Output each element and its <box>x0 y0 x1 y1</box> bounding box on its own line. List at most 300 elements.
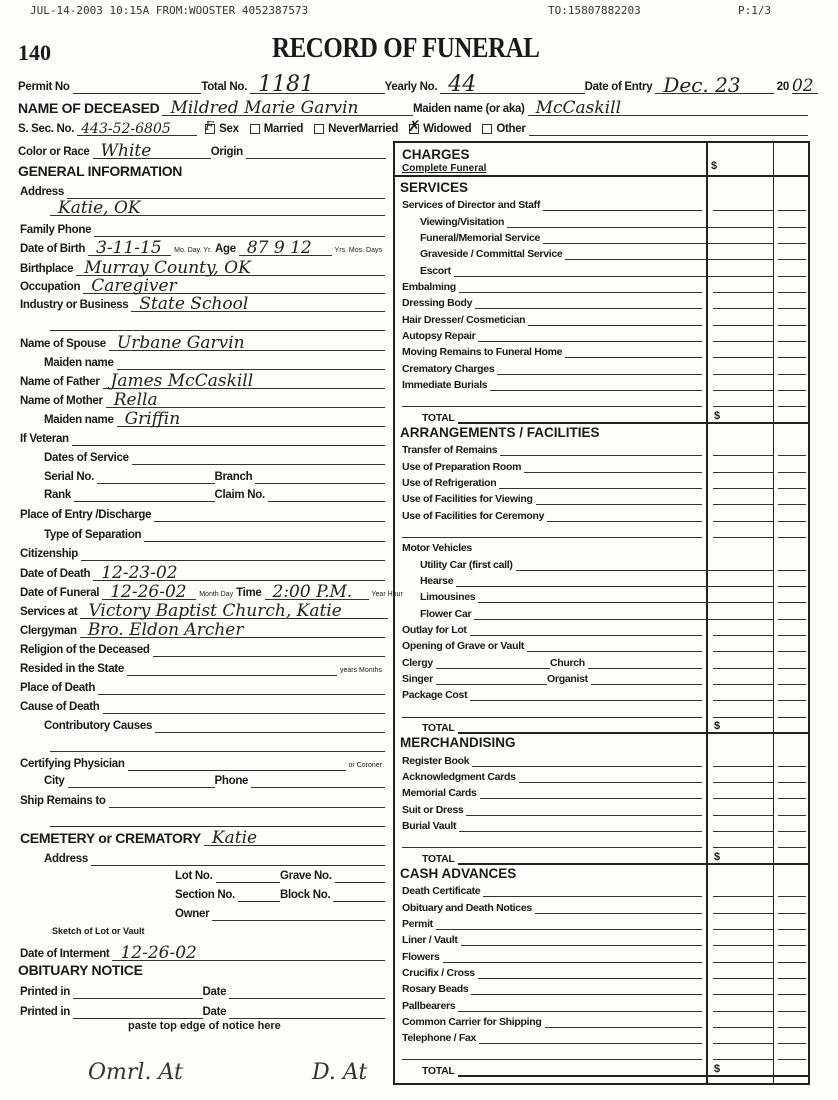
limousines-description-field[interactable] <box>478 590 720 603</box>
charge-row-escort <box>400 262 806 277</box>
charge-row-hair-dresser-cosmetician <box>400 311 806 326</box>
outlay-for-lot-cents-field[interactable] <box>778 623 806 636</box>
date-of-death-field[interactable] <box>93 564 385 581</box>
yearly-no-label: Yearly No. <box>384 81 438 93</box>
date-of-funeral-field[interactable] <box>102 583 196 600</box>
telephone-fax-amount-field[interactable] <box>713 1031 773 1044</box>
maiden-name-field[interactable] <box>528 99 808 116</box>
death-certificate-cents-field[interactable] <box>778 884 806 897</box>
flower-car-description-field[interactable] <box>474 607 720 620</box>
moving-remains-to-funeral-home-amount-field[interactable] <box>713 345 773 358</box>
sex-value: F <box>205 119 214 133</box>
rosary-beads-description-field[interactable] <box>471 982 702 995</box>
opening-of-grave-or-vault-description-field[interactable] <box>527 639 702 652</box>
opening-of-grave-or-vault-cents-field[interactable] <box>778 639 806 652</box>
acknowledgment-cards-cents-field[interactable] <box>778 770 806 783</box>
name-of-mother-value: Rella <box>113 390 158 410</box>
place-of-death-field[interactable] <box>98 678 385 695</box>
charge-row-embalming <box>400 278 806 293</box>
city-field[interactable] <box>68 771 215 788</box>
embalming-description-field[interactable] <box>459 280 702 293</box>
pallbearers-amount-field[interactable] <box>713 999 773 1012</box>
outlay-for-lot-amount-field[interactable] <box>713 623 773 636</box>
common-carrier-for-shipping-label: Common Carrier for Shipping <box>402 1015 542 1028</box>
package-cost-description-field[interactable] <box>470 688 702 701</box>
services-of-director-and-staff-description-field[interactable] <box>543 198 702 211</box>
hearse-amount-field[interactable] <box>713 574 773 587</box>
embalming-label: Embalming <box>402 280 456 293</box>
use-of-facilities-for-viewing-cents-field[interactable] <box>778 492 806 505</box>
immediate-burials-cents-field[interactable] <box>778 378 806 391</box>
charge-item <box>400 460 702 473</box>
use-of-refrigeration-cents-field[interactable] <box>778 476 806 489</box>
charge-item <box>400 574 720 587</box>
death-certificate-amount-field[interactable] <box>713 884 773 897</box>
field-industry-or-business <box>20 295 385 312</box>
printed-in-label: Printed in <box>20 986 71 998</box>
escort-description-field[interactable] <box>454 264 720 277</box>
type-of-separation-field[interactable] <box>144 525 385 542</box>
type-of-separation-label: Type of Separation <box>44 529 142 541</box>
memorial-cards-label: Memorial Cards <box>402 787 477 800</box>
singer-cents-field[interactable] <box>778 672 806 685</box>
singer-label: Singer <box>402 672 433 685</box>
blank-field[interactable] <box>50 199 385 216</box>
pallbearers-cents-field[interactable] <box>778 999 806 1012</box>
form-row-printed-in <box>20 1001 385 1019</box>
cause-of-death-field[interactable] <box>103 697 385 714</box>
family-phone-field[interactable] <box>94 220 385 237</box>
charge-item <box>400 590 720 603</box>
charge-row-crematory-charges <box>400 360 806 375</box>
field-lot-no <box>175 866 280 883</box>
charge-row-common-carrier-for-shipping <box>400 1013 806 1028</box>
obituary-and-death-notices-cents-field[interactable] <box>778 901 806 914</box>
clergyman-field[interactable] <box>80 621 385 638</box>
telephone-fax-description-field[interactable] <box>479 1031 702 1044</box>
hearse-cents-field[interactable] <box>778 574 806 587</box>
use-of-preparation-room-cents-field[interactable] <box>778 460 806 473</box>
suit-or-dress-amount-field[interactable] <box>713 803 773 816</box>
claim-no-field[interactable] <box>268 485 385 502</box>
branch-label: Branch <box>214 471 253 483</box>
charge-row-opening-of-grave-or-vault <box>400 637 806 652</box>
other-checkbox[interactable] <box>482 124 492 134</box>
transfer-of-remains-description-field[interactable] <box>500 443 702 456</box>
blank-cents-field[interactable] <box>778 705 806 718</box>
services-of-director-and-staff-amount-field[interactable] <box>713 198 773 211</box>
date-field[interactable] <box>229 1002 385 1019</box>
embalming-cents-field[interactable] <box>778 280 806 293</box>
occupation-field[interactable] <box>83 277 385 294</box>
rosary-beads-cents-field[interactable] <box>778 982 806 995</box>
rosary-beads-amount-field[interactable] <box>713 982 773 995</box>
autopsy-repair-amount-field[interactable] <box>713 329 773 342</box>
maiden-name-value: Griffin <box>124 409 181 429</box>
church-field[interactable] <box>588 656 702 669</box>
viewing-visitation-description-field[interactable] <box>507 215 720 228</box>
crematory-charges-cents-field[interactable] <box>778 362 806 375</box>
memorial-cards-cents-field[interactable] <box>778 786 806 799</box>
viewing-visitation-cents-field[interactable] <box>778 215 806 228</box>
form-row-maiden-name <box>44 409 385 427</box>
permit-amount-field[interactable] <box>713 917 773 930</box>
charge-item <box>400 656 702 669</box>
lot-no-field[interactable] <box>216 866 281 883</box>
address-field[interactable] <box>91 849 385 866</box>
nevermarried-checkbox[interactable] <box>314 124 324 134</box>
birthplace-field[interactable] <box>76 259 385 276</box>
immediate-burials-label: Immediate Burials <box>402 378 488 391</box>
transfer-of-remains-cents-field[interactable] <box>778 443 806 456</box>
obituary-and-death-notices-amount-field[interactable] <box>713 901 773 914</box>
form-row-type-of-separation <box>44 524 385 542</box>
blank-cents-field[interactable] <box>778 835 806 848</box>
moving-remains-to-funeral-home-cents-field[interactable] <box>778 345 806 358</box>
clergy-cents-field[interactable] <box>778 656 806 669</box>
utility-car-first-call-cents-field[interactable] <box>778 558 806 571</box>
autopsy-repair-cents-field[interactable] <box>778 329 806 342</box>
burial-vault-description-field[interactable] <box>459 819 702 832</box>
total-description-field[interactable] <box>458 1063 722 1077</box>
moving-remains-to-funeral-home-description-field[interactable] <box>565 345 702 358</box>
services-of-director-and-staff-cents-field[interactable] <box>778 198 806 211</box>
certifying-physician-field[interactable] <box>128 754 346 771</box>
common-carrier-for-shipping-cents-field[interactable] <box>778 1015 806 1028</box>
resided-in-the-state-field[interactable] <box>127 659 337 676</box>
date-label: Date <box>202 986 227 998</box>
hair-dresser-cosmetician-cents-field[interactable] <box>778 313 806 326</box>
crematory-charges-description-field[interactable] <box>497 362 702 375</box>
maiden-name-field[interactable] <box>117 410 385 427</box>
dressing-body-cents-field[interactable] <box>778 296 806 309</box>
blank-description-field[interactable] <box>402 394 702 407</box>
total-amount-field[interactable] <box>713 720 808 734</box>
suit-or-dress-description-field[interactable] <box>466 803 702 816</box>
package-cost-label: Package Cost <box>402 689 468 702</box>
total-amount-field[interactable] <box>713 851 808 865</box>
liner-vault-label: Liner / Vault <box>402 934 458 947</box>
if-veteran-field[interactable] <box>72 429 385 446</box>
blank-amount-field[interactable] <box>713 394 773 407</box>
autopsy-repair-description-field[interactable] <box>478 329 702 342</box>
blank-field[interactable] <box>50 314 385 331</box>
charge-item <box>400 542 702 554</box>
charge-row-services-of-director-and-staff <box>400 196 806 211</box>
common-carrier-for-shipping-amount-field[interactable] <box>713 1015 773 1028</box>
total-no-field[interactable] <box>250 72 385 97</box>
use-of-facilities-for-viewing-label: Use of Facilities for Viewing <box>402 493 533 506</box>
field-branch <box>215 467 386 484</box>
field-resided-in-the-state <box>20 659 385 676</box>
ssn-field[interactable] <box>77 119 197 136</box>
services-at-field[interactable] <box>80 602 388 619</box>
funeral-memorial-service-amount-field[interactable] <box>713 231 773 244</box>
graveside-committal-service-cents-field[interactable] <box>778 247 806 260</box>
permit-cents-field[interactable] <box>778 917 806 930</box>
citizenship-label: Citizenship <box>20 548 79 560</box>
signature-1: Omrl. At <box>88 1060 183 1085</box>
opening-of-grave-or-vault-amount-field[interactable] <box>713 639 773 652</box>
printed-in-field[interactable] <box>73 1002 202 1019</box>
charge-item <box>400 720 722 734</box>
crucifix-cross-amount-field[interactable] <box>713 966 773 979</box>
obituary-and-death-notices-description-field[interactable] <box>535 901 702 914</box>
use-of-facilities-for-viewing-amount-field[interactable] <box>713 492 773 505</box>
form-row-citizenship <box>20 543 385 561</box>
pallbearers-description-field[interactable] <box>458 999 702 1012</box>
age-field[interactable] <box>239 239 332 256</box>
permit-field[interactable] <box>73 77 202 94</box>
form-row-rank <box>44 484 385 502</box>
embalming-amount-field[interactable] <box>713 280 773 293</box>
total-amount-field[interactable] <box>713 1063 808 1077</box>
serial-no-field[interactable] <box>97 467 214 484</box>
total-currency: $ <box>714 409 721 422</box>
phone-field[interactable] <box>251 771 385 788</box>
package-cost-amount-field[interactable] <box>713 688 773 701</box>
citizenship-field[interactable] <box>81 544 385 561</box>
funeral-memorial-service-cents-field[interactable] <box>778 231 806 244</box>
owner-field[interactable] <box>212 904 385 921</box>
origin-field[interactable] <box>246 142 386 159</box>
place-of-death-label: Place of Death <box>20 682 96 694</box>
date-of-birth-sublabel: Mo. Day. Yr. <box>174 247 212 254</box>
telephone-fax-cents-field[interactable] <box>778 1031 806 1044</box>
cause-of-death-label: Cause of Death <box>20 701 100 713</box>
flower-car-amount-field[interactable] <box>713 607 773 620</box>
flowers-description-field[interactable] <box>443 950 702 963</box>
address-field[interactable] <box>67 182 385 199</box>
yearly-no-value: 44 <box>448 72 477 97</box>
burial-vault-amount-field[interactable] <box>713 819 773 832</box>
clergy-description-field[interactable] <box>436 656 550 669</box>
singer-amount-field[interactable] <box>713 672 773 685</box>
package-cost-cents-field[interactable] <box>778 688 806 701</box>
graveside-committal-service-label: Graveside / Committal Service <box>420 248 563 261</box>
use-of-preparation-room-description-field[interactable] <box>524 460 702 473</box>
escort-amount-field[interactable] <box>713 264 773 277</box>
maiden-name-label: Maiden name <box>44 357 114 369</box>
blank-amount-field[interactable] <box>713 525 773 538</box>
entry-year-value: 02 <box>791 76 814 96</box>
use-of-refrigeration-amount-field[interactable] <box>713 476 773 489</box>
burial-vault-cents-field[interactable] <box>778 819 806 832</box>
charge-item <box>400 410 722 424</box>
register-book-cents-field[interactable] <box>778 754 806 767</box>
common-carrier-for-shipping-description-field[interactable] <box>545 1015 703 1028</box>
memorial-cards-amount-field[interactable] <box>713 786 773 799</box>
married-checkbox[interactable] <box>250 124 260 134</box>
grave-no-field[interactable] <box>335 866 385 883</box>
utility-car-first-call-amount-field[interactable] <box>713 558 773 571</box>
birthplace-value: Murray County, OK <box>84 258 251 278</box>
hair-dresser-cosmetician-amount-field[interactable] <box>713 313 773 326</box>
liner-vault-amount-field[interactable] <box>713 933 773 946</box>
printed-in-field[interactable] <box>73 982 202 999</box>
industry-or-business-label: Industry or Business <box>20 299 129 311</box>
color-label: Color or Race <box>18 146 90 158</box>
block-no-field[interactable] <box>333 885 385 902</box>
field-address <box>44 849 385 866</box>
field-address <box>20 182 385 199</box>
blank-cents-field[interactable] <box>778 525 806 538</box>
total-description-field[interactable] <box>458 410 722 424</box>
memorial-cards-description-field[interactable] <box>480 786 702 799</box>
death-certificate-description-field[interactable] <box>483 884 702 897</box>
acknowledgment-cards-description-field[interactable] <box>519 770 702 783</box>
name-of-spouse-field[interactable] <box>109 334 385 351</box>
charges-heading: CHARGES <box>402 147 470 162</box>
maiden-name-label: Maiden name <box>44 414 114 426</box>
place-of-entry-discharge-field[interactable] <box>154 505 385 522</box>
name-of-father-field[interactable] <box>103 372 385 389</box>
crematory-charges-amount-field[interactable] <box>713 362 773 375</box>
charge-row-services <box>400 180 806 195</box>
charge-row-rosary-beads <box>400 980 806 995</box>
dates-of-service-label: Dates of Service <box>44 452 129 464</box>
blank-amount-field[interactable] <box>713 835 773 848</box>
name-of-mother-field[interactable] <box>106 391 385 408</box>
flowers-cents-field[interactable] <box>778 950 806 963</box>
limousines-cents-field[interactable] <box>778 590 806 603</box>
color-field[interactable] <box>93 142 211 159</box>
organist-field[interactable] <box>591 672 702 685</box>
graveside-committal-service-description-field[interactable] <box>565 247 720 260</box>
limousines-amount-field[interactable] <box>713 590 773 603</box>
flower-car-cents-field[interactable] <box>778 607 806 620</box>
limousines-label: Limousines <box>420 591 476 604</box>
resided-in-the-state-label: Resided in the State <box>20 663 124 675</box>
use-of-refrigeration-description-field[interactable] <box>499 476 702 489</box>
blank-description-field[interactable] <box>402 525 702 538</box>
address-label: Address <box>44 853 88 865</box>
cemetery-or-crematory-field[interactable] <box>204 829 385 846</box>
blank-amount-field[interactable] <box>713 705 773 718</box>
hair-dresser-cosmetician-description-field[interactable] <box>528 313 702 326</box>
immediate-burials-description-field[interactable] <box>490 378 702 391</box>
blank-field[interactable] <box>50 735 385 752</box>
dressing-body-description-field[interactable] <box>475 296 702 309</box>
total-currency: $ <box>714 850 721 863</box>
dressing-body-amount-field[interactable] <box>713 296 773 309</box>
services-at-label: Services at <box>20 606 78 618</box>
register-book-amount-field[interactable] <box>713 754 773 767</box>
escort-cents-field[interactable] <box>778 264 806 277</box>
form-row-printed-in <box>20 981 385 999</box>
crucifix-cross-description-field[interactable] <box>478 966 702 979</box>
flowers-amount-field[interactable] <box>713 950 773 963</box>
liner-vault-description-field[interactable] <box>461 933 702 946</box>
date-field[interactable] <box>229 982 385 999</box>
time-label: Time <box>236 587 262 599</box>
name-of-deceased-field[interactable] <box>162 99 413 116</box>
maiden-name-field[interactable] <box>117 353 385 370</box>
blank-amount-field[interactable] <box>713 1047 773 1060</box>
religion-of-the-deceased-field[interactable] <box>153 640 385 657</box>
total-description-field[interactable] <box>458 851 722 865</box>
sex-checkbox[interactable] <box>205 119 215 134</box>
dates-of-service-field[interactable] <box>132 448 385 465</box>
permit-description-field[interactable] <box>436 917 702 930</box>
utility-car-first-call-description-field[interactable] <box>516 558 720 571</box>
singer-description-field[interactable] <box>436 672 547 685</box>
contributory-causes-field[interactable] <box>155 716 385 733</box>
entry-year-field[interactable] <box>792 77 818 94</box>
total-description-field[interactable] <box>458 720 722 734</box>
rank-label: Rank <box>44 489 71 501</box>
use-of-facilities-for-viewing-description-field[interactable] <box>536 492 702 505</box>
time-field[interactable] <box>265 583 369 600</box>
graveside-committal-service-amount-field[interactable] <box>713 247 773 260</box>
blank-cents-field[interactable] <box>778 1047 806 1060</box>
fax-header-from: JUL-14-2003 10:15A FROM:WOOSTER 4052387573 <box>30 4 309 17</box>
hearse-description-field[interactable] <box>456 574 720 587</box>
dressing-body-label: Dressing Body <box>402 297 473 310</box>
section-no-field[interactable] <box>238 885 280 902</box>
widowed-checkbox[interactable] <box>409 124 419 134</box>
flowers-label: Flowers <box>402 950 440 963</box>
branch-field[interactable] <box>255 467 385 484</box>
date-of-entry-field[interactable] <box>655 73 773 97</box>
suit-or-dress-cents-field[interactable] <box>778 803 806 816</box>
ship-remains-to-field[interactable] <box>109 791 385 808</box>
outlay-for-lot-description-field[interactable] <box>470 623 702 636</box>
form-row-ship-remains-to <box>20 790 385 808</box>
industry-or-business-field[interactable] <box>131 295 385 312</box>
liner-vault-cents-field[interactable] <box>778 933 806 946</box>
use-of-facilities-for-ceremony-cents-field[interactable] <box>778 509 806 522</box>
yearly-no-field[interactable] <box>440 72 584 97</box>
charge-row-memorial-cards <box>400 784 806 799</box>
blank-field[interactable] <box>50 810 385 827</box>
clergyman-value: Bro. Eldon Archer <box>87 620 244 640</box>
register-book-description-field[interactable] <box>472 754 702 767</box>
charge-item <box>400 786 702 799</box>
form-row-place-of-death <box>20 677 385 695</box>
use-of-preparation-room-amount-field[interactable] <box>713 460 773 473</box>
total-amount-field[interactable] <box>713 410 808 424</box>
blank-description-field[interactable] <box>402 705 702 718</box>
acknowledgment-cards-amount-field[interactable] <box>713 770 773 783</box>
transfer-of-remains-amount-field[interactable] <box>713 443 773 456</box>
industry-or-business-value: State School <box>139 294 249 314</box>
field-cemetery-or-crematory <box>20 829 385 846</box>
ship-remains-to-label: Ship Remains to <box>20 795 106 807</box>
immediate-burials-amount-field[interactable] <box>713 378 773 391</box>
use-of-facilities-for-ceremony-description-field[interactable] <box>547 509 702 522</box>
rank-field[interactable] <box>74 485 215 502</box>
blank-description-field[interactable] <box>402 835 702 848</box>
viewing-visitation-amount-field[interactable] <box>713 215 773 228</box>
date-label: Date <box>202 1006 227 1018</box>
blank-description-field[interactable] <box>402 1047 702 1060</box>
crucifix-cross-cents-field[interactable] <box>778 966 806 979</box>
funeral-memorial-service-description-field[interactable] <box>543 231 720 244</box>
date-of-interment-field[interactable] <box>112 944 385 961</box>
charge-item <box>400 607 720 620</box>
register-book-label: Register Book <box>402 754 470 767</box>
charge-item <box>400 803 702 816</box>
organist-label: Organist <box>547 672 588 685</box>
field-time <box>236 583 406 600</box>
clergy-amount-field[interactable] <box>713 656 773 669</box>
clergyman-label: Clergyman <box>20 625 77 637</box>
use-of-facilities-for-ceremony-amount-field[interactable] <box>713 509 773 522</box>
blank-cents-field[interactable] <box>778 394 806 407</box>
date-of-birth-field[interactable] <box>88 239 171 256</box>
other-status-field[interactable] <box>529 119 808 136</box>
